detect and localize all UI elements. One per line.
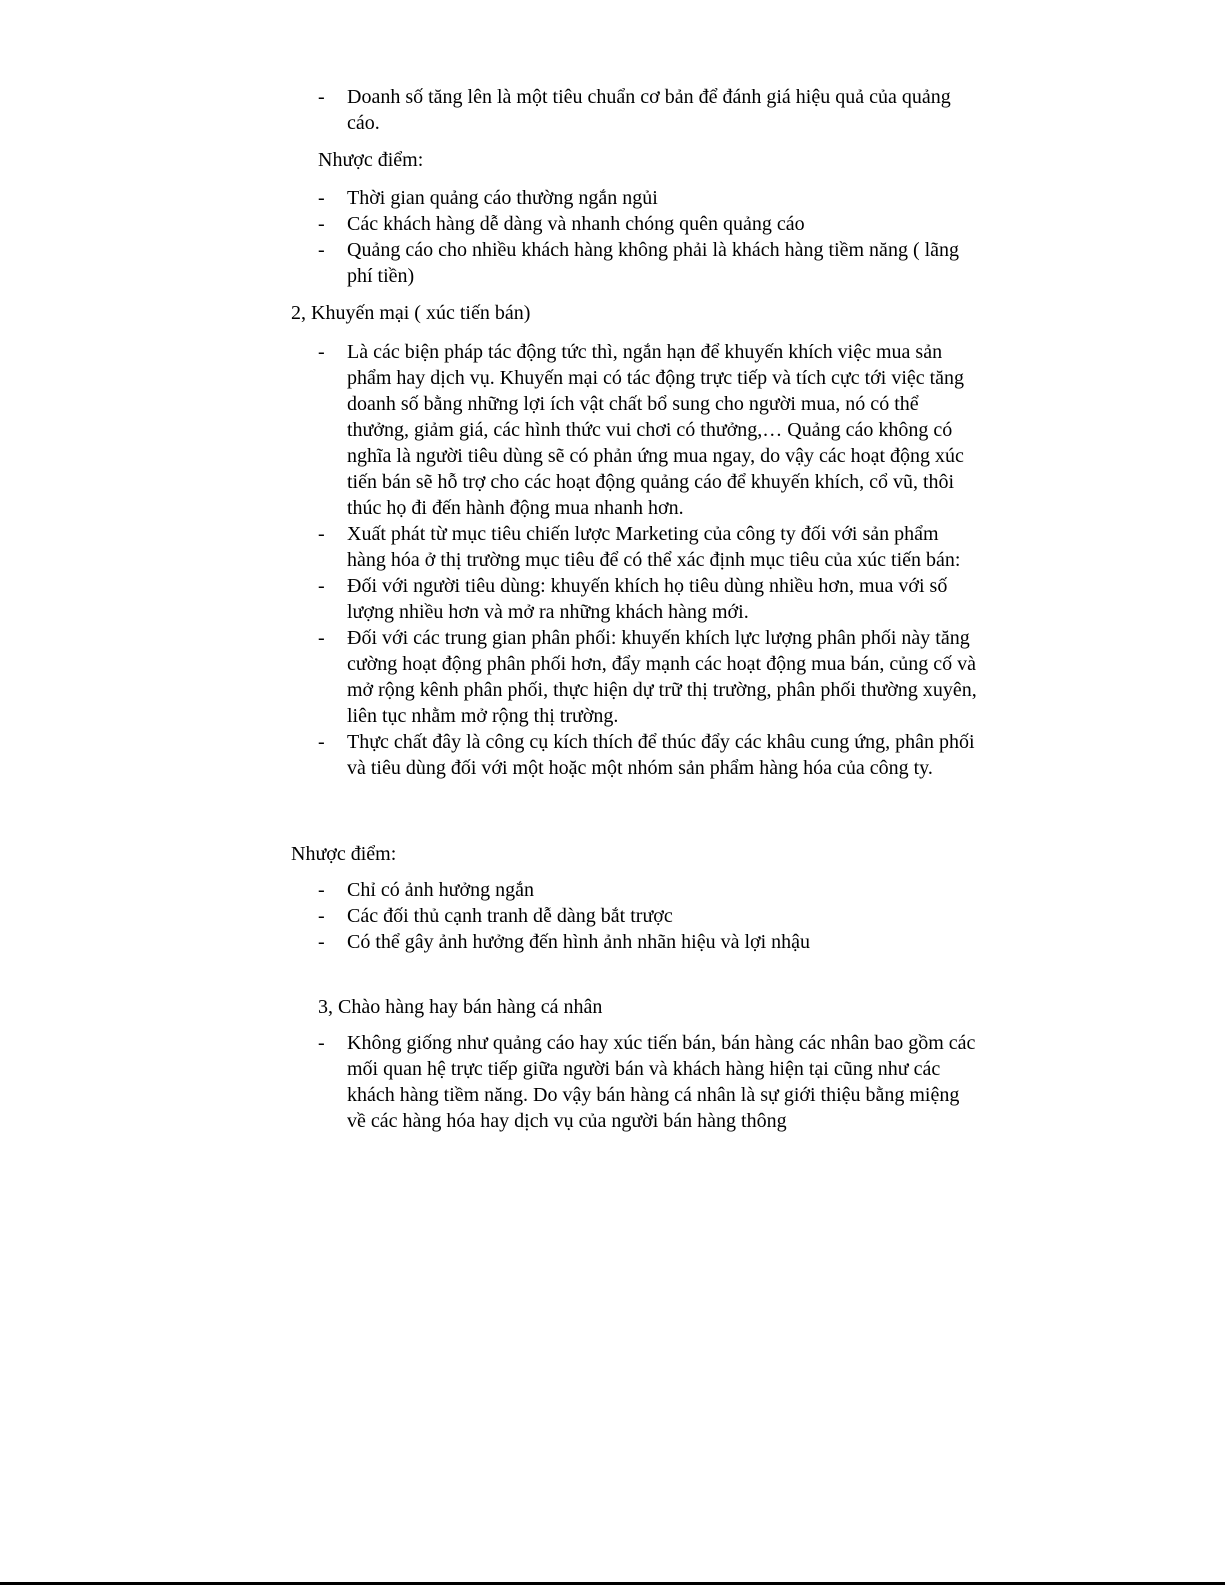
list-item <box>0 1030 980 1134</box>
weakness-heading-2: Nhược điểm: <box>291 843 397 865</box>
bullet-text: Xuất phát từ mục tiêu chiến lược Marketing của công ty đối với sản phẩm hàng hóa ở thị trường mục tiêu để có thể xác định mục tiêu của xúc tiến bán: <box>347 523 961 571</box>
bullet-text: Thực chất đây là công cụ kích thích để thúc đẩy các khâu cung ứng, phân phối và tiêu dùng đối với một hoặc một nhóm sản phẩm hàng hóa của công ty. <box>347 731 975 779</box>
bullet-text: Không giống như quảng cáo hay xúc tiến bán, bán hàng các nhân bao gồm các mối quan hệ trực tiếp giữa người bán và khách hàng hiện tại cũng như các khách hàng tiềm năng. Do vậy bán hàng cá nhân là sự giới thiệu bằng miệng về các hàng hóa hay dịch vụ của người bán hàng thông <box>347 1032 976 1132</box>
bullet-text: Các đối thủ cạnh tranh dễ dàng bắt trược <box>347 905 673 927</box>
bullet-text: Các khách hàng dễ dàng và nhanh chóng quên quảng cáo <box>347 213 805 235</box>
bullet-dash: - <box>318 187 325 209</box>
list-item <box>0 573 980 625</box>
weakness-list-1 <box>0 185 1225 289</box>
list-item <box>0 877 980 903</box>
bullet-dash: - <box>318 213 325 235</box>
section-3-list <box>0 1030 1225 1134</box>
intro-bullet-list <box>0 84 1225 136</box>
bullet-text: Đối với các trung gian phân phối: khuyến khích lực lượng phân phối này tăng cường hoạt động phân phối hơn, đẩy mạnh các hoạt động mua bán, củng cố và mở rộng kênh phân phối, thực hiện dự trữ thị trường, phân phối thường xuyên, liên tục nhằm mở rộng thị trường. <box>347 627 977 727</box>
bullet-dash: - <box>318 86 325 108</box>
bullet-dash: - <box>318 931 325 953</box>
bullet-dash: - <box>318 731 325 753</box>
weakness-heading-1: Nhược điểm: <box>318 149 424 171</box>
bullet-dash: - <box>318 239 325 261</box>
list-item <box>0 521 980 573</box>
bullet-text: Doanh số tăng lên là một tiêu chuẩn cơ bản để đánh giá hiệu quả của quảng cáo. <box>347 86 951 134</box>
list-item <box>0 339 980 521</box>
list-item <box>0 729 980 781</box>
list-item <box>0 929 980 955</box>
bullet-text: Có thể gây ảnh hưởng đến hình ảnh nhãn hiệu và lợi nhậu <box>347 931 811 953</box>
bullet-text: Thời gian quảng cáo thường ngắn ngủi <box>347 187 658 209</box>
bullet-dash: - <box>318 575 325 597</box>
list-item <box>0 625 980 729</box>
list-item <box>0 237 980 289</box>
section-2-list <box>0 339 1225 781</box>
bullet-dash: - <box>318 523 325 545</box>
bullet-dash: - <box>318 1032 325 1054</box>
bullet-dash: - <box>318 341 325 363</box>
section-2-heading: 2, Khuyến mại ( xúc tiến bán) <box>291 302 531 324</box>
list-item <box>0 185 980 211</box>
bullet-text: Đối với người tiêu dùng: khuyến khích họ tiêu dùng nhiều hơn, mua với số lượng nhiều hơn và mở ra những khách hàng mới. <box>347 575 948 623</box>
bullet-text: Quảng cáo cho nhiều khách hàng không phải là khách hàng tiềm năng ( lãng phí tiền) <box>347 239 960 287</box>
bullet-dash: - <box>318 905 325 927</box>
weakness-list-2 <box>0 877 1225 955</box>
list-item <box>0 903 980 929</box>
list-item <box>0 211 980 237</box>
bullet-dash: - <box>318 627 325 649</box>
bullet-text: Là các biện pháp tác động tức thì, ngắn hạn để khuyến khích việc mua sản phẩm hay dịch vụ. Khuyến mại có tác động trực tiếp và tích cực tới việc tăng doanh số bằng những lợi ích vật chất bổ sung cho người mua, nó có thể thưởng, giảm giá, các hình thức vui chơi có thưởng,… Quảng cáo không có nghĩa là người tiêu dùng sẽ có phản ứng mua ngay, do vậy các hoạt động xúc tiến bán sẽ hỗ trợ cho các hoạt động quảng cáo để khuyến khích, cổ vũ, thôi thúc họ đi đến hành động mua nhanh hơn. <box>347 341 965 519</box>
section-3-heading: 3, Chào hàng hay bán hàng cá nhân <box>318 996 603 1018</box>
list-item <box>0 84 980 136</box>
bullet-dash: - <box>318 879 325 901</box>
bullet-text: Chỉ có ảnh hưởng ngắn <box>347 879 534 901</box>
